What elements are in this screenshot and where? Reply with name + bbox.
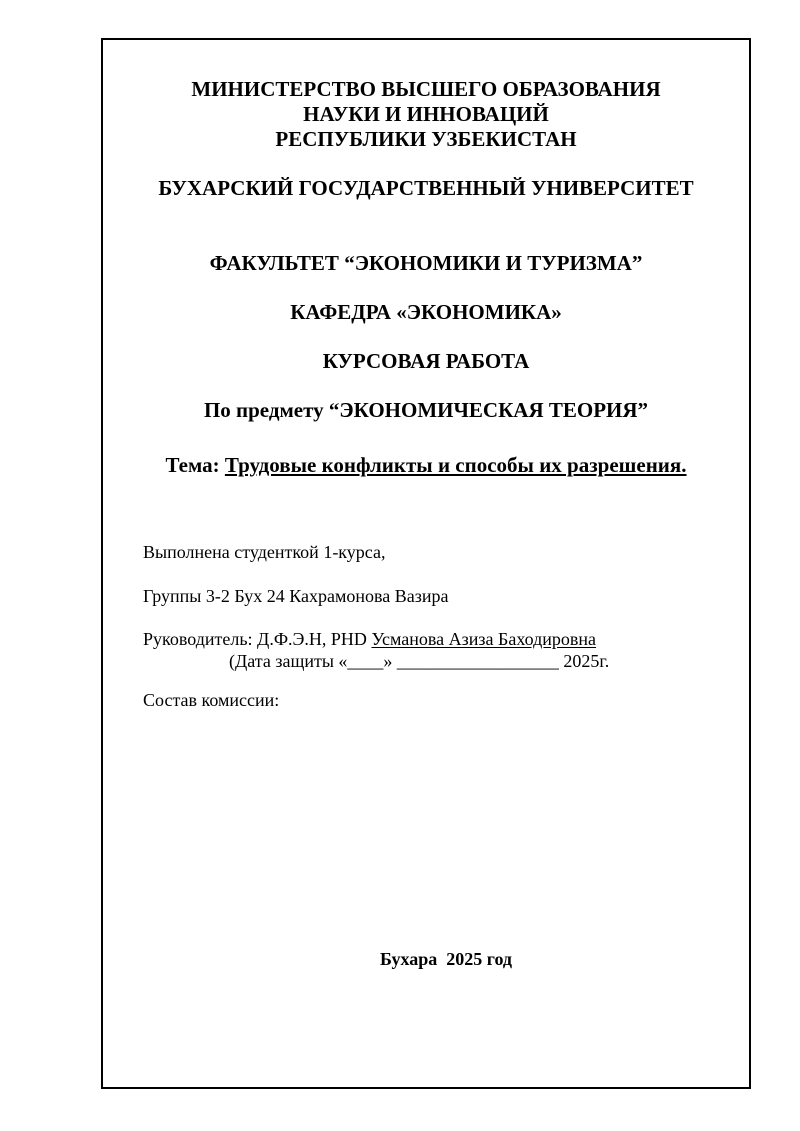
university-name: БУХАРСКИЙ ГОСУДАРСТВЕННЫЙ УНИВЕРСИТЕТ (158, 176, 694, 200)
work-type: КУРСОВАЯ РАБОТА (322, 349, 530, 373)
ministry-line-3: РЕСПУБЛИКИ УЗБЕКИСТАН (275, 127, 577, 151)
subject-line: По предмету “ЭКОНОМИЧЕСКАЯ ТЕОРИЯ” (203, 398, 649, 422)
defense-date: (Дата защиты «____» __________________ 2025г. (229, 651, 610, 671)
faculty-name: ФАКУЛЬТЕТ “ЭКОНОМИКИ И ТУРИЗМА” (209, 251, 643, 275)
topic-line (101, 455, 751, 476)
student-group: Группы 3-2 Бух 24 Кахрамонова Вазира (143, 586, 449, 606)
supervisor-label: Руководитель: Д.Ф.Э.Н, PHD (143, 629, 367, 649)
topic-title: Трудовые конфликты и способы их разрешения. (224, 453, 687, 477)
commission-label: Состав комиссии: (143, 690, 280, 710)
topic-label: Тема: (165, 453, 220, 477)
supervisor-line (143, 630, 596, 648)
city-year: Бухара 2025 год (380, 949, 513, 969)
ministry-line-1: МИНИСТЕРСТВО ВЫСШЕГО ОБРАЗОВАНИЯ (191, 77, 661, 101)
ministry-line-2: НАУКИ И ИННОВАЦИЙ (303, 102, 549, 126)
department-name: КАФЕДРА «ЭКОНОМИКА» (290, 300, 562, 324)
performed-by: Выполнена студенткой 1-курса, (143, 542, 386, 562)
supervisor-name: Усманова Азиза Баходировна (371, 629, 597, 649)
